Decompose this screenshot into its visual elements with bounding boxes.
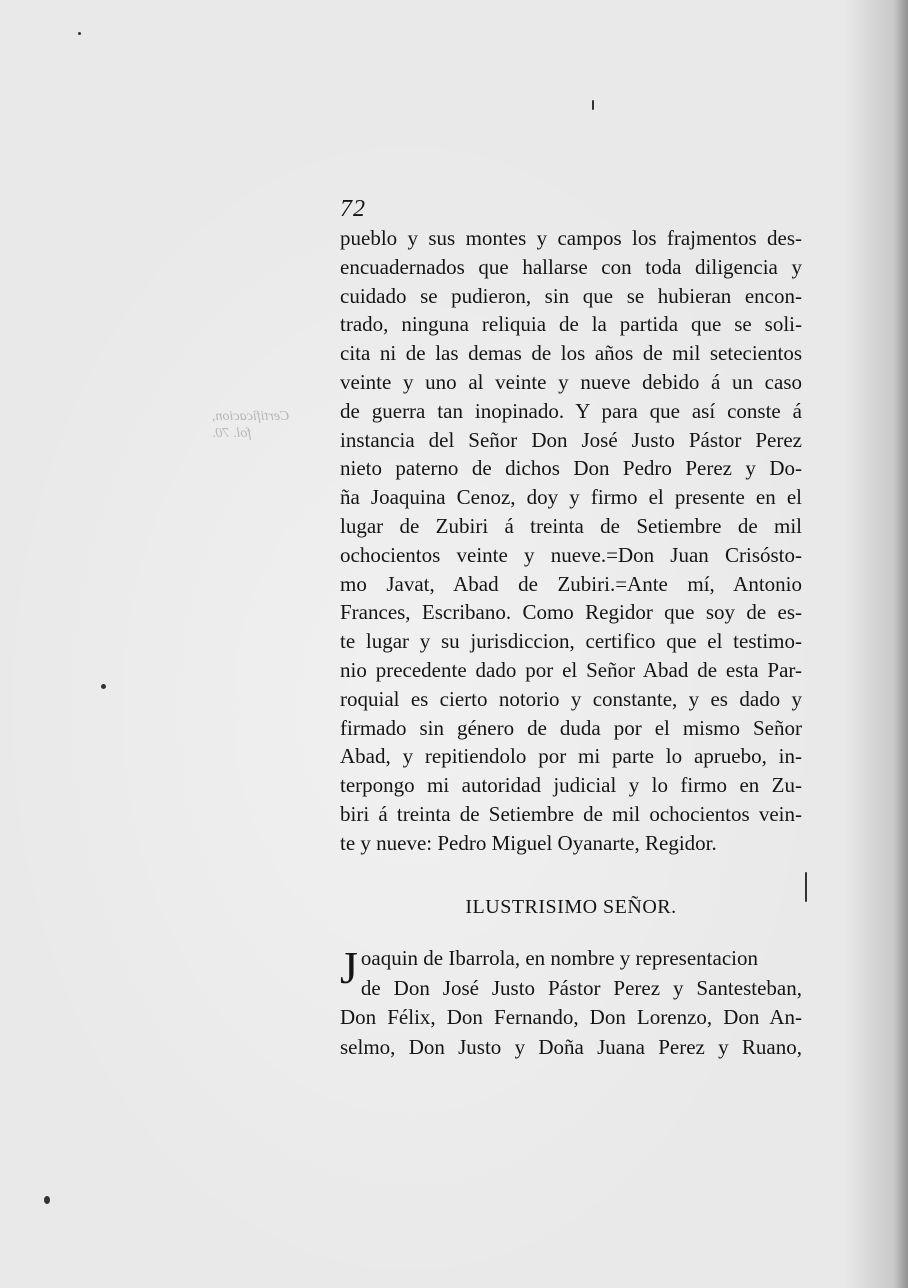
text-line: lugar de Zubiri á treinta de Setiembre de mil: [340, 513, 802, 538]
section-heading: ILUSTRISIMO SEÑOR.: [465, 896, 677, 918]
text-line: selmo, Don Justo y Doña Juana Perez y Ruano,: [340, 1034, 802, 1059]
text-line: biri á treinta de Setiembre de mil ochocientos vein-: [340, 801, 802, 826]
ink-speck: [44, 1196, 50, 1204]
text-line: firmado sin género de duda por el mismo Señor: [340, 715, 802, 740]
ink-speck: [78, 32, 81, 35]
margin-note-line: Certificacion,: [212, 409, 290, 424]
ink-speck: [805, 872, 807, 902]
text-line: ña Joaquina Cenoz, doy y firmo el presente en el: [340, 485, 802, 510]
text-line: te lugar y su jurisdiccion, certifico que el testimo-: [340, 629, 802, 654]
text-line: nio precedente dado por el Señor Abad de esta Par-: [340, 657, 802, 682]
page-edge-shadow: [894, 0, 908, 1288]
page-number: 72: [340, 196, 366, 222]
margin-note-line: fol. 70.: [212, 426, 252, 441]
text-line: terpongo mi autoridad judicial y lo firmo en Zu-: [340, 773, 802, 798]
ink-speck: [101, 684, 106, 689]
text-line: roquial es cierto notorio y constante, y es dado y: [340, 686, 802, 711]
text-line: cita ni de las demas de los años de mil setecientos: [340, 341, 802, 366]
drop-cap: J: [340, 942, 358, 993]
text-line: encuadernados que hallarse con toda diligencia y: [340, 254, 802, 279]
text-line: instancia del Señor Don José Justo Pástor Perez: [340, 427, 802, 452]
body-text: [340, 224, 802, 858]
text-line: Abad, y repitiendolo por mi parte lo apruebo, in-: [340, 744, 802, 769]
text-line: de Don José Justo Pástor Perez y Santesteban,: [360, 975, 802, 1000]
text-line: nieto paterno de dichos Don Pedro Perez y Do-: [340, 456, 802, 481]
text-line-content: oaquin de Ibarrola, en nombre y representacion: [360, 946, 758, 970]
text-line: ochocientos veinte y nueve.=Don Juan Crisósto-: [340, 542, 802, 567]
text-line: Don Félix, Don Fernando, Don Lorenzo, Don An-: [340, 1005, 802, 1029]
petition-text: [340, 944, 802, 1062]
text-line: de guerra tan inopinado. Y para que así conste á: [340, 398, 802, 423]
text-line: mo Javat, Abad de Zubiri.=Ante mí, Antonio: [340, 571, 802, 596]
text-line: cuidado se pudieron, sin que se hubieran encon-: [340, 283, 802, 308]
margin-note: [212, 408, 312, 442]
text-line: trado, ninguna reliquia de la partida que se soli-: [340, 312, 802, 337]
ink-speck: [592, 100, 594, 110]
text-line: Frances, Escribano. Como Regidor que soy de es-: [340, 600, 802, 625]
text-line: veinte y uno al veinte y nueve debido á un caso: [340, 369, 802, 394]
text-line: te y nueve: Pedro Miguel Oyanarte, Regidor.: [340, 830, 717, 855]
text-line: pueblo y sus montes y campos los frajmentos des-: [340, 226, 802, 250]
